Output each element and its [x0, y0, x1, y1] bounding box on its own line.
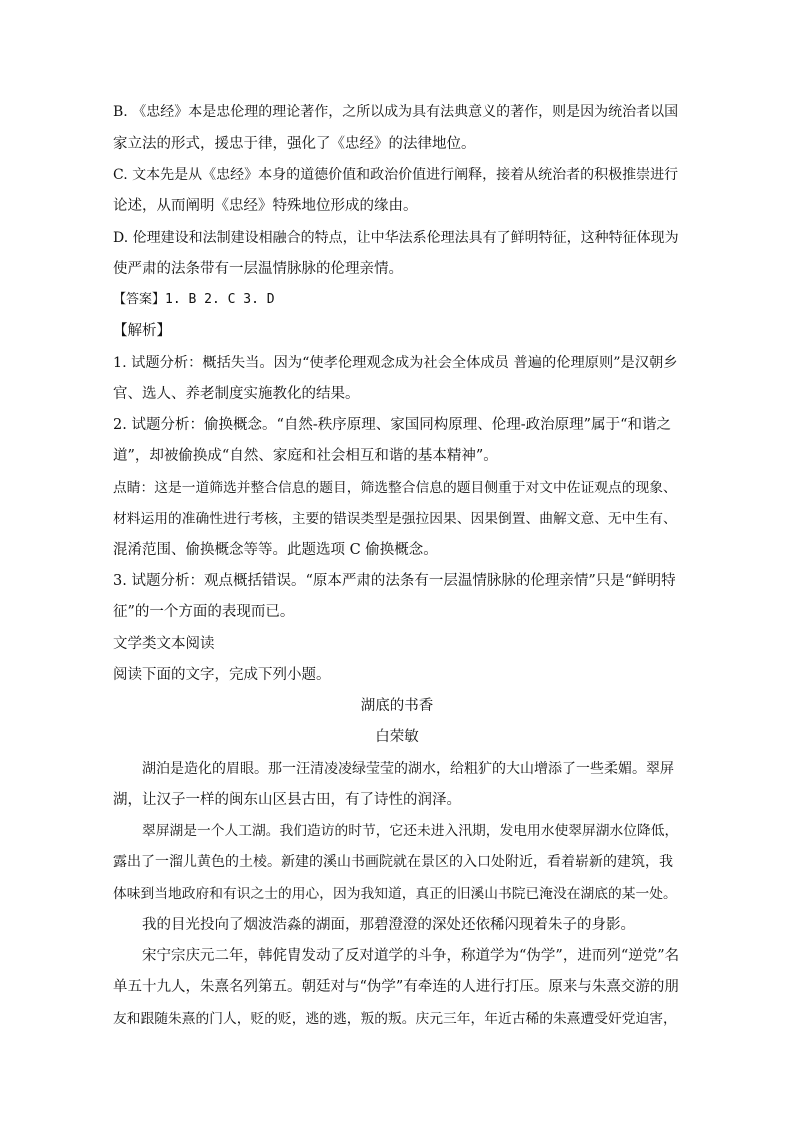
analysis-2-line-1: 2. 试题分析：偷换概念。“自然-秩序原理、家国同构原理、伦理-政治原理”属于“和谐之	[113, 417, 671, 433]
analysis-1-line-2: 官、选人、养老制度实施教化的结果。	[113, 386, 360, 402]
paragraph-3-line-1: 我的目光投向了烟波浩淼的湖面，那碧澄澄的深处还依稀闪现着朱子的身影。	[142, 917, 635, 933]
article-author: 白荣敏	[375, 729, 419, 745]
analysis-2-line-2: 道”，却被偷换成“自然、家庭和社会相互和谐的基本精神”。	[113, 448, 498, 464]
paragraph-4-line-2: 单五十九人，朱熹名列第五。朝廷对与“伪学”有牵连的人进行打压。原来与朱熹交游的朋	[113, 979, 679, 995]
option-b-line-1: B. 《忠经》本是忠伦理的理论著作，之所以成为具有法典意义的著作，则是因为统治者以国	[113, 104, 679, 120]
option-c-line-2: 论述，从而阐明《忠经》特殊地位形成的缘由。	[113, 198, 418, 214]
analysis-heading: 【解析】	[113, 323, 171, 339]
instruction-line: 阅读下面的文字，完成下列小题。	[113, 667, 331, 683]
answer-line: 【答案】1. B 2. C 3. D	[113, 292, 275, 307]
paragraph-4-line-3: 友和跟随朱熹的门人，贬的贬，逃的逃，叛的叛。庆元三年，年近古稀的朱熹遭受奸党迫害，	[113, 1011, 677, 1027]
option-b-line-2: 家立法的形式，援忠于律，强化了《忠经》的法律地位。	[113, 136, 476, 152]
paragraph-1-line-2: 湖，让汉子一样的闽东山区县古田，有了诗性的润泽。	[113, 792, 461, 808]
tip-line-1: 点睛：这是一道筛选并整合信息的题目，筛选整合信息的题目侧重于对文中佐证观点的现象、	[113, 480, 677, 496]
article-title: 湖底的书香	[360, 698, 434, 714]
analysis-3-line-1: 3. 试题分析：观点概括错误。“原本严肃的法条有一层温情脉脉的伦理亲情”只是“鲜明特	[113, 573, 676, 589]
paragraph-1-line-1: 湖泊是造化的眉眼。那一汪清凌凌绿莹莹的湖水，给粗犷的大山增添了一些柔媚。翠屏	[142, 761, 674, 777]
paragraph-4-line-1: 宋宁宗庆元二年，韩侂胄发动了反对道学的斗争，称道学为“伪学”，进而列“逆党”名	[142, 948, 680, 964]
paragraph-2-line-1: 翠屏湖是一个人工湖。我们造访的时节，它还未进入汛期，发电用水使翠屏湖水位降低，	[142, 823, 679, 839]
option-c-line-1: C. 文本先是从《忠经》本身的道德价值和政治价值进行阐释，接着从统治者的积极推崇进行	[113, 167, 679, 183]
option-d-line-1: D. 伦理建设和法制建设相融合的特点，让中华法系伦理法具有了鲜明特征，这种特征体现为	[113, 230, 679, 246]
paragraph-2-line-2: 露出了一溜儿黄色的土棱。新建的溪山书画院就在景区的入口处附近，看着崭新的建筑，我	[113, 854, 673, 870]
tip-line-3: 混淆范围、偷换概念等等。此题选项 C 偷换概念。	[113, 542, 438, 558]
section-heading: 文学类文本阅读	[113, 636, 215, 652]
analysis-3-line-2: 征”的一个方面的表现而已。	[113, 604, 295, 620]
analysis-1-line-1: 1. 试题分析：概括失当。因为“使孝伦理观念成为社会全体成员 普遍的伦理原则”是汉朝乡	[113, 355, 678, 371]
paragraph-2-line-3: 体味到当地政府和有识之士的用心，因为我知道，真正的旧溪山书院已淹没在湖底的某一处。	[113, 886, 677, 902]
tip-line-2: 材料运用的准确性进行考核，主要的错误类型是强拉因果、因果倒置、曲解文意、无中生有、	[113, 511, 677, 527]
option-d-line-2: 使严肃的法条带有一层温情脉脉的伦理亲情。	[113, 261, 403, 277]
